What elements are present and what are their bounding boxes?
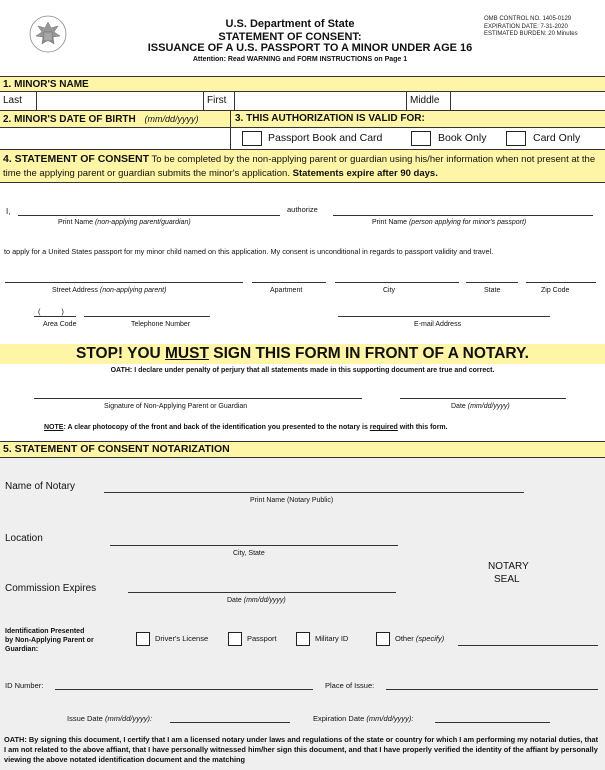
stop-text-a: STOP! YOU [76,345,166,362]
city-state-label: City, State [233,550,265,557]
divider [230,111,231,127]
applying-name-line[interactable] [333,215,593,216]
print-name-text: Print Name [58,219,94,226]
place-of-issue-label: Place of Issue: [325,681,375,690]
name-of-notary-line[interactable] [104,492,524,493]
minor-name-row [0,92,605,111]
stop-must: MUST [165,345,209,362]
location-label: Location [5,533,43,544]
section1-header: 1. MINOR'S NAME [0,76,605,92]
passport-label: Passport [247,634,277,643]
notarization-area [0,458,605,770]
first-label: First [204,92,235,110]
section4-intro: To be completed by the non-applying parent or guardian using his/her information when not present at the time the applying parent or guardian submits the minor's application. [3,154,596,179]
passport-checkbox[interactable] [228,632,242,646]
oath-statement: OATH: I declare under penalty of perjury that all statements made in this supporting document are true and correct. [110,367,495,374]
telephone-label: Telephone Number [131,321,191,328]
other-id-specify-line[interactable] [458,645,598,646]
expiration-date-label [313,714,413,723]
area-code-line[interactable] [34,316,76,317]
city-line[interactable] [335,282,459,283]
last-name-input[interactable] [37,92,204,110]
print-name-notary-label: Print Name (Notary Public) [250,497,334,504]
issue-date-text: Issue Date [67,714,103,723]
id-number-label: ID Number: [5,681,44,690]
section2-header [3,111,233,128]
dob-and-validity-row [0,128,605,150]
signature-label: Signature of Non-Applying Parent or Guardian [104,403,248,410]
print-name-applying-label [372,219,526,226]
print-name-italic: (non-applying parent/guardian) [94,219,191,226]
section3-header: 3. THIS AUTHORIZATION IS VALID FOR: [235,113,425,124]
note-line [44,424,448,431]
street-address-line[interactable] [5,282,243,283]
dob-input[interactable] [0,128,231,149]
street-text: Street Address [52,287,98,294]
book-only-label: Book Only [438,132,487,144]
street-italic: (non-applying parent) [99,287,167,294]
state-label: State [484,287,501,294]
id-presented-line3: Guardian: [5,646,39,653]
department-of-state-seal-icon [28,14,68,54]
city-label: City [383,287,396,294]
military-id-label: Military ID [315,634,349,643]
commission-expires-line[interactable] [128,592,396,593]
print-name-italic: (person applying for minor's passport) [408,219,527,226]
omb-line: EXPIRATION DATE: 7-31-2020 [484,23,568,30]
section4-header [0,150,605,183]
print-name-nonapplying-label [58,219,191,226]
authorize-label: authorize [287,205,318,214]
area-code-parens: ( ) [38,307,64,316]
drivers-license-checkbox[interactable] [136,632,150,646]
form-title-line2: ISSUANCE OF A U.S. PASSPORT TO A MINOR UNDER AGE 16 [147,42,473,54]
telephone-line[interactable] [84,316,210,317]
email-label: E-mail Address [414,321,462,328]
card-only-checkbox[interactable] [506,131,526,146]
consent-text: to apply for a United States passport for my minor child named on this application. My consent is unconditional in regards to passport validity and travel. [4,247,494,256]
middle-label: Middle [407,92,451,110]
passport-book-and-card-checkbox[interactable] [242,131,262,146]
issue-date-italic: (mm/dd/yyyy): [104,714,153,723]
stop-text-b: SIGN THIS FORM IN FRONT OF A NOTARY. [208,345,529,362]
signature-line[interactable] [34,398,362,399]
notary-oath-text: OATH: By signing this document, I certify that I am a licensed notary under laws and regulations of the state or country for which I am performing my notarial duties, that I am not related to the above affiant, that I have personally witnessed him/her sign this document, and that I have properly verified the identity of the affiant by personally viewing the above notated identification document and the matching [4,735,599,764]
notary-seal-label-2: SEAL [494,574,520,585]
expiration-date-text: Expiration Date [313,714,365,723]
nonapplying-name-line[interactable] [18,215,280,216]
i-label: I, [6,207,11,216]
other-text: Other [395,634,414,643]
issue-date-line[interactable] [170,722,290,723]
issue-date-label [67,714,152,723]
id-presented-line1: Identification Presented [5,628,85,635]
date-italic: (mm/dd/yyyy) [243,597,286,604]
section4-title: 4. STATEMENT OF CONSENT [3,153,150,165]
signature-date-line[interactable] [400,398,566,399]
state-line[interactable] [466,282,518,283]
section2-3-header [0,111,605,128]
print-name-text: Print Name [372,219,408,226]
agency-name: U.S. Department of State [225,18,355,30]
section4-expire: Statements expire after 90 days. [292,168,438,179]
notary-warning-banner [0,344,605,364]
expiration-date-italic: (mm/dd/yyyy): [366,714,414,723]
commission-date-label [227,597,286,604]
passport-book-and-card-label: Passport Book and Card [268,132,383,144]
street-address-label [52,287,166,294]
apartment-label: Apartment [270,287,303,294]
middle-name-input[interactable] [451,92,605,110]
place-of-issue-line[interactable] [386,689,598,690]
email-line[interactable] [338,316,550,317]
card-only-label: Card Only [533,132,581,144]
section2-title: 2. MINOR'S DATE OF BIRTH [3,114,136,125]
other-id-checkbox[interactable] [376,632,390,646]
first-name-input[interactable] [235,92,407,110]
id-number-line[interactable] [55,689,313,690]
other-id-label [395,634,444,643]
date-text: Date [227,597,242,604]
attention-note: Attention: Read WARNING and FORM INSTRUCTIONS on Page 1 [192,56,408,63]
book-only-checkbox[interactable] [411,131,431,146]
form-title-line1: STATEMENT OF CONSENT: [218,31,362,43]
location-line[interactable] [110,545,398,546]
military-id-checkbox[interactable] [296,632,310,646]
note-required: required [369,424,398,431]
note-text-a: : A clear photocopy of the front and back of the identification you presented to the notary is [63,424,370,431]
commission-expires-label: Commission Expires [5,583,97,594]
id-presented-label [5,627,94,654]
signature-date-label [451,403,510,410]
omb-line: OMB CONTROL NO. 1405-0129 [484,16,572,22]
apartment-line[interactable] [252,282,326,283]
note-label: NOTE [44,424,64,431]
id-presented-line2: by Non-Applying Parent or [5,637,94,644]
note-text-b: with this form. [397,424,448,431]
date-text: Date [451,403,466,410]
date-italic: (mm/dd/yyyy) [467,403,510,410]
zip-line[interactable] [526,282,596,283]
other-specify: (specify) [415,634,445,643]
area-code-label: Area Code [43,321,77,328]
dob-format: (mm/dd/yyyy) [144,114,199,124]
section5-header: 5. STATEMENT OF CONSENT NOTARIZATION [0,441,605,458]
omb-line: ESTIMATED BURDEN: 20 Minutes [484,31,578,37]
expiration-date-line[interactable] [435,722,550,723]
drivers-license-label: Driver's License [155,634,209,643]
omb-info [484,16,578,39]
zip-code-label: Zip Code [541,287,570,294]
name-of-notary-label: Name of Notary [5,481,76,492]
last-label: Last [0,92,37,110]
notary-seal-label-1: NOTARY [488,561,529,572]
